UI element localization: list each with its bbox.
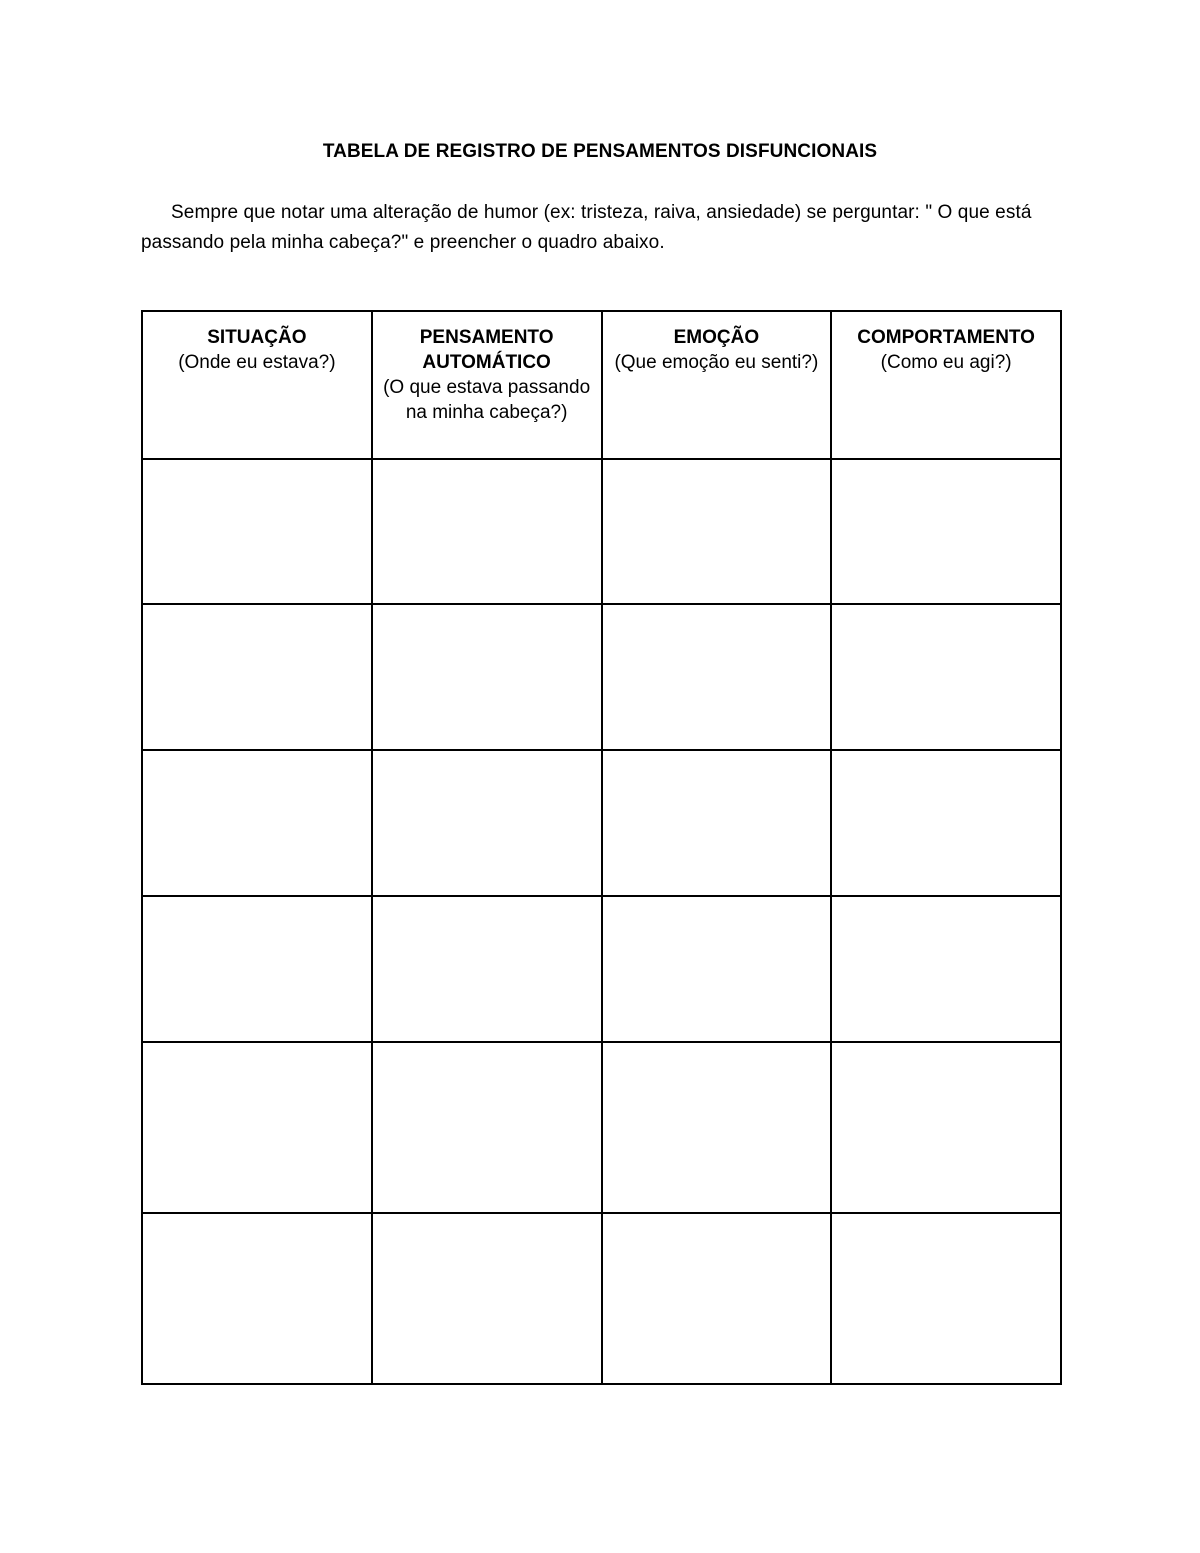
automatic-thought-cell[interactable]	[372, 604, 602, 750]
column-heading: COMPORTAMENTO	[857, 327, 1035, 348]
situation-cell[interactable]	[142, 750, 372, 896]
situation-cell[interactable]	[142, 896, 372, 1042]
emotion-cell[interactable]	[602, 459, 832, 604]
behavior-cell[interactable]	[831, 896, 1061, 1042]
thought-record-table	[141, 310, 1062, 1385]
behavior-cell[interactable]	[831, 604, 1061, 750]
situation-cell[interactable]	[142, 1213, 372, 1384]
automatic-thought-cell[interactable]	[372, 1042, 602, 1213]
column-heading: EMOÇÃO	[673, 327, 760, 348]
table-header-row	[142, 311, 1061, 459]
emotion-cell[interactable]	[602, 604, 832, 750]
automatic-thought-cell[interactable]	[372, 1213, 602, 1384]
emotion-cell[interactable]	[602, 1042, 832, 1213]
table-row	[142, 750, 1061, 896]
column-question: (Que emoção eu senti?)	[614, 352, 819, 373]
page-title: TABELA DE REGISTRO DE PENSAMENTOS DISFUNCIONAIS	[322, 141, 878, 162]
table-row	[142, 459, 1061, 604]
table-row	[142, 1042, 1061, 1213]
instructions-paragraph: Sempre que notar uma alteração de humor (ex: tristeza, raiva, ansiedade) se perguntar: " O que está passando pela minha cabeça?" e preencher o quadro abaixo.	[141, 202, 1032, 253]
column-heading: SITUAÇÃO	[207, 327, 307, 348]
column-header-behavior	[831, 311, 1061, 459]
column-header-emotion	[602, 311, 832, 459]
automatic-thought-cell[interactable]	[372, 750, 602, 896]
column-question: (O que estava passando na minha cabeça?)	[383, 377, 591, 423]
table-row	[142, 1213, 1061, 1384]
situation-cell[interactable]	[142, 604, 372, 750]
automatic-thought-cell[interactable]	[372, 896, 602, 1042]
column-header-automatic-thought	[372, 311, 602, 459]
column-heading: PENSAMENTO AUTOMÁTICO	[419, 327, 554, 373]
automatic-thought-cell[interactable]	[372, 459, 602, 604]
situation-cell[interactable]	[142, 1042, 372, 1213]
column-question: (Onde eu estava?)	[178, 352, 336, 373]
column-header-situation	[142, 311, 372, 459]
table-row	[142, 604, 1061, 750]
column-question: (Como eu agi?)	[880, 352, 1012, 373]
behavior-cell[interactable]	[831, 1213, 1061, 1384]
behavior-cell[interactable]	[831, 459, 1061, 604]
behavior-cell[interactable]	[831, 750, 1061, 896]
situation-cell[interactable]	[142, 459, 372, 604]
emotion-cell[interactable]	[602, 896, 832, 1042]
behavior-cell[interactable]	[831, 1042, 1061, 1213]
emotion-cell[interactable]	[602, 1213, 832, 1384]
table-row	[142, 896, 1061, 1042]
emotion-cell[interactable]	[602, 750, 832, 896]
